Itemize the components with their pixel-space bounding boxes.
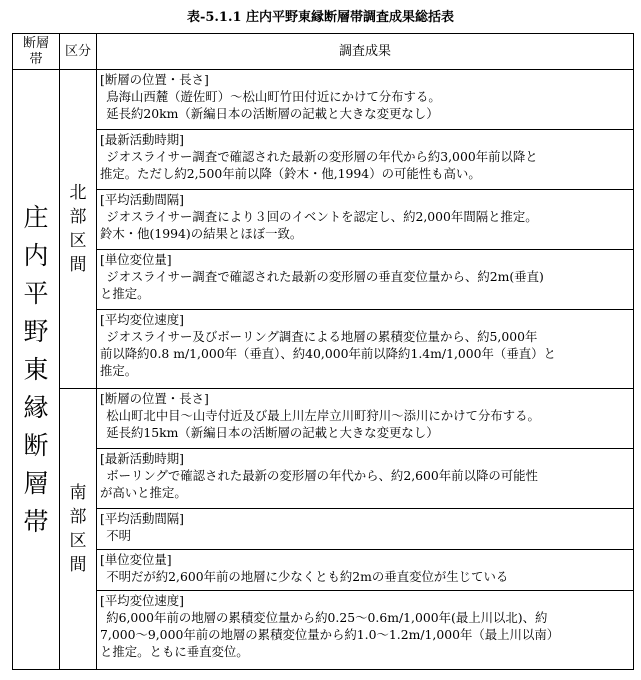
entry-south-displacement xyxy=(97,549,634,590)
entry-heading: [平均活動間隔] xyxy=(100,510,185,526)
entry-south-latest-activity xyxy=(97,448,634,508)
entry-line: 松山町北中目～山寺付近及び最上川左岸立川町狩川～添川にかけて分布する。 xyxy=(106,407,540,423)
entry-north-slip-rate xyxy=(97,310,634,389)
entry-heading: [平均変位速度] xyxy=(100,312,185,327)
table-row xyxy=(13,508,634,549)
entry-line: 約6,000年前の地層の累積変位量から約0.25～0.6m/1,000年(最上川以北)、約 xyxy=(106,610,548,626)
section-char: 間 xyxy=(69,554,87,575)
table-row xyxy=(13,190,634,250)
entry-line: と推定。 xyxy=(100,286,150,301)
section-char: 南 xyxy=(69,482,87,503)
zone-char: 層 xyxy=(23,468,49,498)
zone-char: 縁 xyxy=(23,392,49,422)
entry-north-displacement xyxy=(97,250,634,310)
table-row xyxy=(13,448,634,508)
zone-char: 内 xyxy=(23,240,49,270)
entry-heading: [断層の位置・長さ] xyxy=(100,72,209,87)
header-fault-zone xyxy=(13,34,60,70)
table-row xyxy=(13,130,634,190)
entry-line: ジオスライサー調査で確認された最新の変形層の年代から約3,000年前以降と xyxy=(106,149,538,164)
entry-heading: [最新活動時期] xyxy=(100,132,185,147)
entry-line: 延長約20km（新編日本の活断層の記載と大きな変更なし） xyxy=(106,106,439,121)
entry-line: 鳥海山西麓（遊佐町）～松山町竹田付近にかけて分布する。 xyxy=(106,89,441,104)
section-char: 区 xyxy=(69,230,87,251)
table-row xyxy=(13,70,634,130)
zone-char: 東 xyxy=(23,354,49,384)
entry-line: 不明 xyxy=(106,527,131,543)
entry-line: 推定。 xyxy=(100,363,138,378)
entry-heading: [単位変位量] xyxy=(100,252,172,267)
entry-south-recurrence xyxy=(97,508,634,549)
entry-line: ジオスライサー調査により３回のイベントを認定し、約2,000年間隔と推定。 xyxy=(106,209,538,224)
entry-line: 推定。ただし約2,500年前以降（鈴木・他,1994）の可能性も高い。 xyxy=(100,166,481,181)
section-char: 部 xyxy=(69,206,87,227)
entry-line: 延長約15km（新編日本の活断層の記載と大きな変更なし） xyxy=(106,424,439,440)
entry-line: ボーリングで確認された最新の変形層の年代から、約2,600年前以降の可能性 xyxy=(106,467,538,483)
header-section: 区分 xyxy=(60,34,97,70)
table-row xyxy=(13,549,634,590)
table-row xyxy=(13,250,634,310)
entry-line: 7,000～9,000年前の地層の累積変位量から約1.0～1.2m/1,000年（最上川以南） xyxy=(100,627,560,643)
header-fault-zone-line1: 断層 xyxy=(22,35,49,51)
entry-south-location xyxy=(97,388,634,448)
entry-heading: [断層の位置・長さ] xyxy=(100,390,209,406)
header-row xyxy=(13,34,634,70)
section-char: 間 xyxy=(69,254,87,275)
table-caption: 表-5.1.1 庄内平野東縁断層帯調査成果総括表 xyxy=(186,10,455,25)
entry-line: ジオスライサー調査で確認された最新の変形層の垂直変位量から、約2m(垂直) xyxy=(106,269,544,284)
table-row xyxy=(13,310,634,389)
summary-table xyxy=(12,33,634,670)
section-char: 北 xyxy=(69,182,87,203)
zone-char: 平 xyxy=(23,278,49,308)
entry-heading: [単位変位量] xyxy=(100,551,172,567)
entry-line: 不明だが約2,600年前の地層に少なくとも約2mの垂直変位が生じている xyxy=(106,568,509,584)
table-row xyxy=(13,388,634,448)
section-south xyxy=(60,388,97,669)
entry-heading: [平均活動間隔] xyxy=(100,192,185,207)
zone-char: 断 xyxy=(23,430,49,460)
section-north xyxy=(60,70,97,389)
entry-north-location xyxy=(97,70,634,130)
header-findings: 調査成果 xyxy=(97,34,634,70)
section-char: 部 xyxy=(69,506,87,527)
header-fault-zone-line2: 帯 xyxy=(29,51,43,67)
entry-line: 鈴木・他(1994)の結果とほぼ一致。 xyxy=(100,226,303,241)
section-char: 区 xyxy=(69,530,87,551)
entry-south-slip-rate xyxy=(97,591,634,670)
entry-line: 前以降約0.8 m/1,000年（垂直）、約40,000年前以降約1.4m/1,000年（垂直）と xyxy=(100,346,556,361)
zone-char: 野 xyxy=(23,316,49,346)
entry-heading: [平均変位速度] xyxy=(100,593,185,609)
zone-char: 庄 xyxy=(23,202,49,232)
entry-north-latest-activity xyxy=(97,130,634,190)
entry-heading: [最新活動時期] xyxy=(100,450,185,466)
table-row xyxy=(13,591,634,670)
entry-north-recurrence xyxy=(97,190,634,250)
entry-line: が高いと推定。 xyxy=(100,484,187,500)
zone-char: 帯 xyxy=(23,506,49,536)
entry-line: ジオスライサー及びボーリング調査による地層の累積変位量から、約5,000年 xyxy=(106,329,538,344)
entry-line: と推定。ともに垂直変位。 xyxy=(100,644,249,660)
fault-zone-name xyxy=(13,70,60,670)
